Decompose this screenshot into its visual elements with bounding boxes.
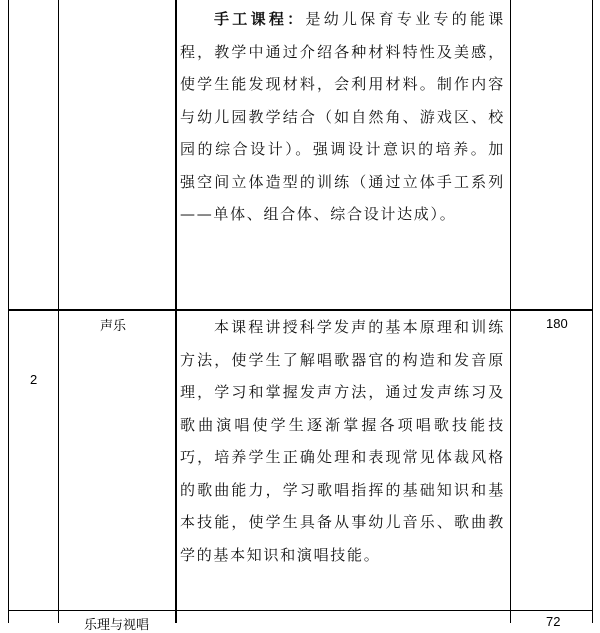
row1-description-title: 手工课程：: [214, 10, 306, 28]
table-row-separator-2: [8, 610, 593, 611]
table-divider-desc-right: [510, 0, 511, 623]
row2-course-name: 声乐: [100, 318, 127, 333]
table-divider-course: [58, 0, 59, 623]
row1-description-body: 是幼儿保育专业专的能课程，教学中通过介绍各种材料特性及美感，使学生能发现材料，会利用材料。制作内容与幼儿园教学结合（如自然角、游戏区、校园的综合设计）。强调设计意识的培养。加强空间立体造型的训练（通过立体手工系列——单体、组合体、综合设计达成）。: [180, 10, 505, 223]
table-border-left: [8, 0, 9, 623]
row2-description: 本课程讲授科学发声的基本原理和训练方法，使学生了解唱歌器官的构造和发音原理，学习和掌握发声方法，通过发声练习及歌曲演唱使学生逐渐掌握各项唱歌技能技巧，培养学生正确处理和表现常见体裁风格的歌曲能力，学习歌唱指挥的基础知识和基本技能，使学生具备从事幼儿音乐、歌曲教学的基本知识和演唱技能。: [180, 318, 505, 564]
table-border-right: [592, 0, 593, 623]
table-divider-desc-left: [175, 0, 177, 623]
row3-hours: 72: [546, 614, 561, 629]
row1-description: [180, 3, 505, 231]
row2-hours: 180: [546, 316, 568, 331]
row3-course-name: 乐理与视唱: [84, 617, 150, 632]
row2-number: 2: [30, 372, 38, 387]
